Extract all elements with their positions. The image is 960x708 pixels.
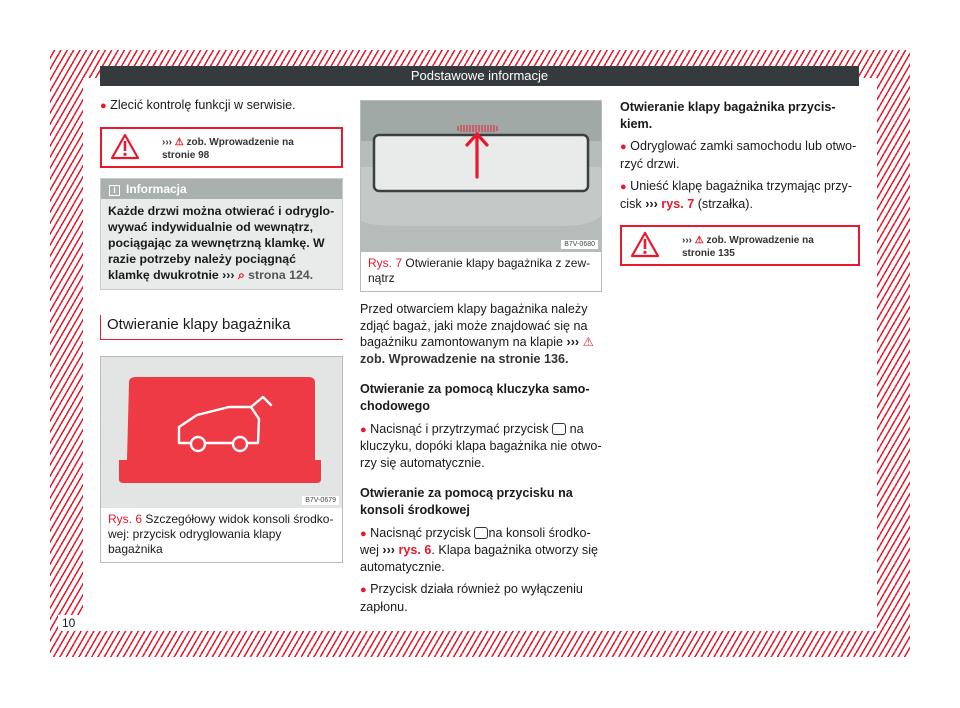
small-warning-icon: ⚠ <box>694 234 704 246</box>
figure-caption: Szczegółowy widok konsoli środkowej: przycisk odryglowania klapy bagażnika <box>108 511 334 556</box>
warning-box <box>620 225 860 266</box>
bullet-item <box>620 138 860 172</box>
figure-code: B7V-0680 <box>561 240 598 249</box>
bullet-item <box>620 178 860 212</box>
bullet-text: na kluczyku, dopóki klapa bagażnika nie otworzy się automatycznie. <box>360 421 602 470</box>
warning-box <box>100 127 343 168</box>
arrows-icon: ››› <box>645 196 658 211</box>
figure-label: Rys. 6 <box>108 511 143 526</box>
column-3 <box>620 99 860 266</box>
bullet-text: Nacisnąć i przytrzymać przycisk <box>370 421 549 436</box>
arrows-icon: ››› <box>566 335 580 350</box>
figure-7 <box>360 100 602 292</box>
figure-6-image <box>101 357 342 508</box>
warning-link[interactable]: zob. Wprowadzenie na <box>186 136 294 148</box>
bullet-text: Przycisk działa również po wyłączeniu zapłonu. <box>360 582 583 614</box>
figure-code: B7V-0679 <box>302 496 339 505</box>
bullet-item <box>360 421 602 472</box>
bullet-icon: ● <box>620 141 627 154</box>
warning-page[interactable]: stronie 98 <box>162 149 210 161</box>
figure-label: Rys. 7 <box>368 256 403 270</box>
bullet-text: Zlecić kontrolę funkcji w serwisie. <box>110 98 296 112</box>
bullet-item <box>360 525 602 576</box>
book-icon: ⌕ <box>237 267 245 282</box>
bullet-text: na konsoli środkowej <box>360 525 591 558</box>
trunk-key-icon <box>552 423 566 435</box>
figure-6-link[interactable]: rys. 6 <box>398 543 432 558</box>
warning-link[interactable]: zob. Wprowadzenie na stronie 136. <box>360 351 569 366</box>
bullet-text: . Klapa bagażnika otworzy się automatycznie. <box>360 543 599 574</box>
warning-link[interactable]: zob. Wprowadzenie na <box>706 234 814 246</box>
arrows-icon: ››› <box>382 543 395 558</box>
subheading: Otwieranie klapy bagażnika przyciskiem. <box>620 100 836 131</box>
section-title: Otwieranie klapy bagażnika <box>100 315 343 340</box>
tailgate-illustration <box>361 101 601 252</box>
bullet-item <box>100 97 343 115</box>
warning-triangle-icon <box>630 231 660 258</box>
bullet-text: Odryglować zamki samochodu lub otworzyć drzwi. <box>620 139 857 171</box>
bullet-icon: ● <box>360 584 367 597</box>
intro-paragraph <box>360 301 602 367</box>
subheading: Otwieranie za pomocą przycisku na konsoli środkowej <box>360 486 573 517</box>
info-page-link[interactable]: strona 124. <box>248 267 314 282</box>
intro-text: Przed otwarciem klapy bagażnika należy zdjąć bagaż, jaki może znajdować się na bagażniku zamontowanym na klapie <box>360 302 588 350</box>
subheading: Otwieranie za pomocą kluczyka samochodowego <box>360 382 590 413</box>
section-header: Podstawowe informacje <box>100 66 859 86</box>
info-title: Informacja <box>126 181 187 196</box>
bullet-text: Nacisnąć przycisk <box>370 525 471 540</box>
info-icon: i <box>109 185 120 196</box>
figure-7-image <box>361 101 601 252</box>
figure-6 <box>100 356 343 563</box>
column-1 <box>100 97 343 563</box>
warning-page[interactable]: stronie 135 <box>682 247 735 259</box>
arrows-icon: ››› <box>222 267 235 282</box>
warning-triangle-icon <box>110 133 140 160</box>
bullet-icon: ● <box>100 100 107 112</box>
bullet-text: (strzałka). <box>697 196 753 211</box>
bullet-icon: ● <box>620 181 627 194</box>
figure-7-link[interactable]: rys. 7 <box>661 196 695 211</box>
info-box <box>100 178 343 290</box>
bullet-icon: ● <box>360 527 367 540</box>
small-warning-icon: ⚠ <box>174 136 184 148</box>
bullet-icon: ● <box>360 423 367 436</box>
trunk-key-icon <box>474 527 488 539</box>
arrows-icon: ››› <box>682 234 692 246</box>
figure-caption: Otwieranie klapy bagażnika z zewnątrz <box>368 256 591 285</box>
column-2 <box>360 100 602 622</box>
trunk-button-illustration <box>101 357 342 508</box>
page-number: 10 <box>62 616 76 630</box>
arrows-icon: ››› <box>162 136 172 148</box>
bullet-item <box>360 581 602 615</box>
info-text: Każde drzwi można otwierać i odryglowywać indywidualnie od wewnątrz, pociągając za wewnętrzną klamkę. W razie potrzeby należy pociągnąć klamkę dwukrotnie <box>108 203 335 282</box>
bullet-text: Unieść klapę bagażnika trzymając przycisk <box>620 179 853 211</box>
small-warning-icon: ⚠ <box>582 335 594 350</box>
